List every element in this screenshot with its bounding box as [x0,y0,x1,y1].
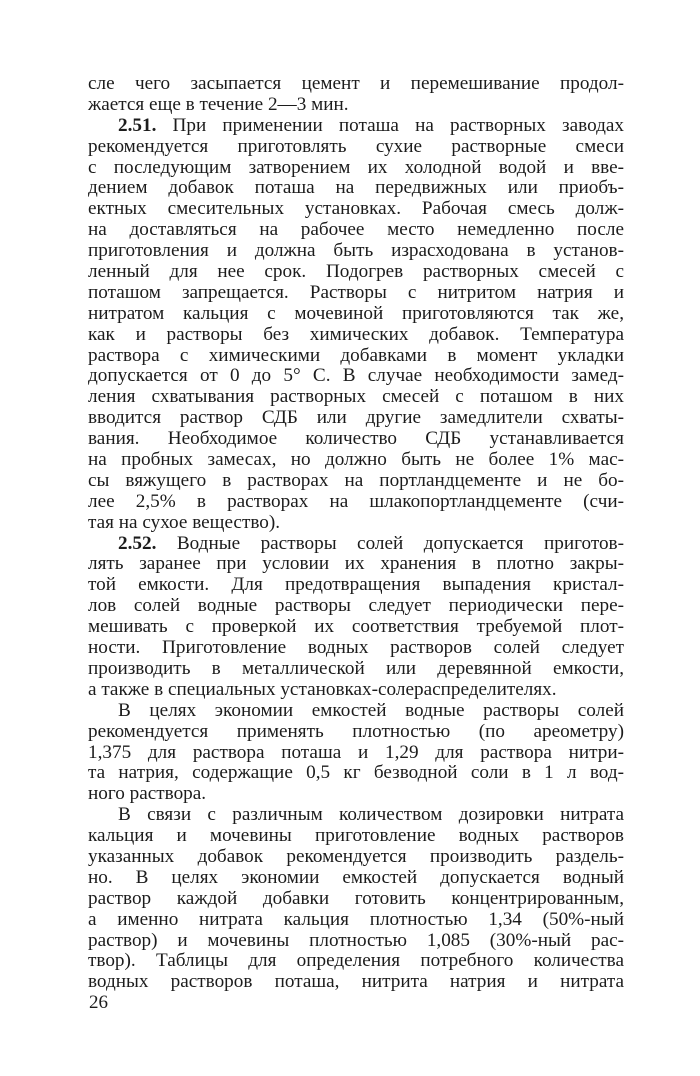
text-line: ного раствора. [88,783,207,805]
text-line: ности. Приготовление водных растворов солей следует [88,637,624,659]
text-line: на доставляться на рабочее место немедленно после [88,219,624,241]
text-line: нитратом кальция с мочевиной приготовляются так же, [88,302,624,324]
text-line: жается еще в течение 2—3 мин. [88,93,349,115]
text-line: с последующим затворением их холодной водой и вве- [88,156,624,178]
text-line: раствор) и мочевины плотностью 1,085 (30%-ный рас- [88,929,624,951]
text-line: та натрия, содержащие 0,5 кг безводной соли в 1 л вод- [88,762,624,784]
text-line: кальция и мочевины приготовление водных растворов [88,825,624,847]
text-line: той емкости. Для предотвращения выпадения кристал- [88,574,624,596]
paragraph-density [88,701,624,805]
text-line: вания. Необходимое количество СДБ устанавливается [88,428,624,450]
text-line: ления схватывания растворных смесей с поташом в них [88,386,624,408]
paragraph-2-51 [88,116,624,534]
text-line-content: При применении поташа на растворных заводах [156,114,624,136]
page-number: 26 [89,992,108,1013]
text-line [88,116,624,137]
text-line: а также в специальных установках-солераспределителях. [88,678,557,700]
text-line: мешивать с проверкой их соответствия требуемой плот- [88,616,624,638]
text-line: 1,375 для раствора поташа и 1,29 для раствора нитри- [88,741,624,763]
text-line: лов солей водные растворы следует периодически пере- [88,595,624,617]
paragraph-dosage [88,805,624,993]
text-line: В связи с различным количеством дозировки нитрата [118,804,624,826]
paragraph-2-52 [88,534,624,701]
text-line: как и растворы без химических добавок. Температура [88,323,624,345]
text-line: водных растворов поташа, нитрита натрия и нитрата [88,971,624,993]
text-line: вводится раствор СДБ или другие замедлители схваты- [88,407,624,429]
text-line: лять заранее при условии их хранения в плотно закры- [88,553,624,575]
text-line: поташом запрещается. Растворы с нитритом натрия и [88,281,624,303]
text-line: а именно нитрата кальция плотностью 1,34 (50%-ный [88,908,624,930]
clause-number: 2.51. [118,114,157,136]
text-line: рекомендуется приготовлять сухие растворные смеси [88,135,624,157]
text-line: на пробных замесах, но должно быть не более 1% мас- [88,449,624,471]
text-line: производить в металлической или деревянной емкости, [88,657,624,679]
text-line [88,534,624,555]
text-line: дением добавок поташа на передвижных или приобъ- [88,177,624,199]
text-line: раствор каждой добавки готовить концентрированным, [88,887,624,909]
text-line: В целях экономии емкостей водные растворы солей [118,699,624,721]
text-line: ленный для нее срок. Подогрев растворных смесей с [88,261,624,283]
text-line: тая на сухое вещество). [88,511,281,533]
text-line: допускается от 0 до 5° С. В случае необходимости замед- [88,365,624,387]
text-line: но. В целях экономии емкостей допускается водный [88,866,624,888]
text-line: рекомендуется применять плотностью (по ареометру) [88,720,624,742]
text-line: твор). Таблицы для определения потребного количества [88,950,624,972]
text-line: раствора с химическими добавками в момент укладки [88,344,624,366]
text-line: ектных смесительных установках. Рабочая смесь долж- [88,198,624,220]
text-line: сы вяжущего в растворах на портландцементе и не бо- [88,469,624,491]
clause-number: 2.52. [118,532,157,554]
text-line: приготовления и должна быть израсходована в установ- [88,240,624,262]
paragraph-continuation [88,74,624,116]
text-line: сле чего засыпается цемент и перемешивание продол- [88,73,624,94]
text-line: указанных добавок рекомендуется производить раздель- [88,845,624,867]
text-line-content: Водные растворы солей допускается приготов- [156,532,624,554]
body-text [88,74,624,993]
text-line: лее 2,5% в растворах на шлакопортландцементе (счи- [88,490,624,512]
